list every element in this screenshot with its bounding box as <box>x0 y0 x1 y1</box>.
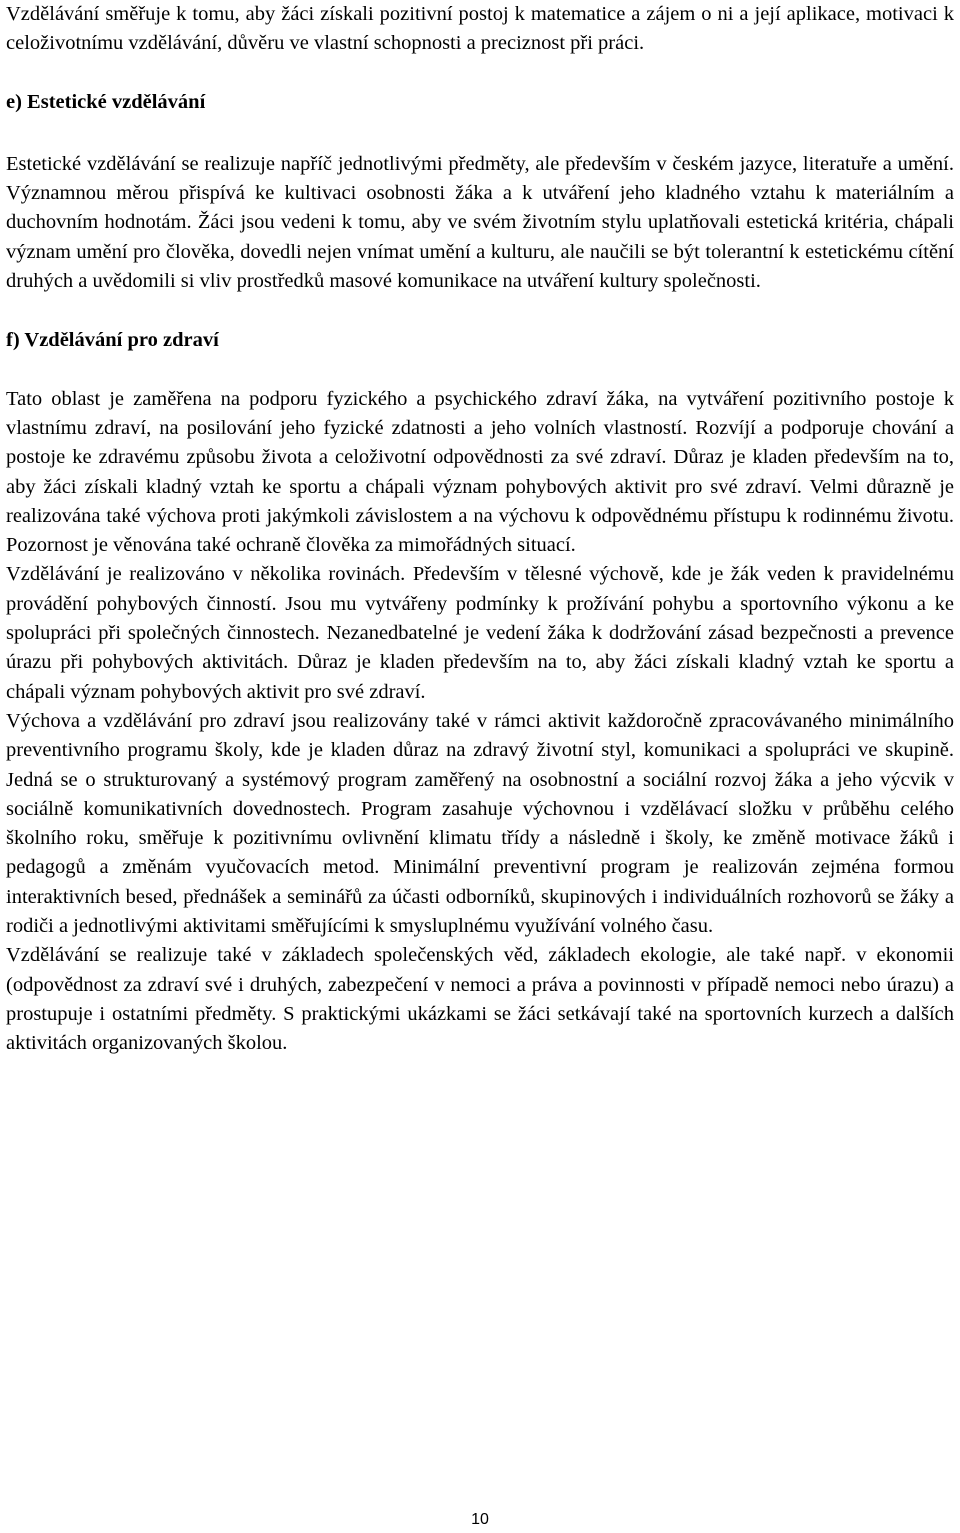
intro-paragraph: Vzdělávání směřuje k tomu, aby žáci získali pozitivní postoj k matematice a zájem o ni a její aplikace, motivaci k celoživotnímu vzdělávání, důvěru ve vlastní schopnosti a preciznost při práci. <box>6 3 954 55</box>
document-page <box>6 0 954 1059</box>
page-number: 10 <box>471 1511 489 1528</box>
spacer <box>6 59 954 88</box>
section-f-paragraph-3: Výchova a vzdělávání pro zdraví jsou realizovány také v rámci aktivit každoročně zpracovávaného minimálního preventivního programu školy, kde je kladen důraz na zdravý životní styl, komunikaci a spolupráci ve skupině. Jedná se o strukturovaný a systémový program zaměřený na osobnostní a sociální rozvoj žáka a jeho výcvik v sociálně komunikativních dovednostech. Program zasahuje výchovnou i vzdělávací složku v průběhu celého školního roku, směřuje k pozitivnímu ovlivnění klimatu třídy a následně i školy, ke změně motivace žáků i pedagogů a změnám vyučovacích metod. Minimální preventivní program je realizován zejména formou interaktivních besed, přednášek a seminářů za účasti odborníků, skupinových i individuálních rozhovorů se žáky a rodiči a jednotlivými aktivitami směřujícími k smysluplnému využívání volného času. <box>6 709 954 938</box>
spacer <box>6 296 954 326</box>
spacer <box>6 356 954 385</box>
section-f-paragraph-1: Tato oblast je zaměřena na podporu fyzického a psychického zdraví žáka, na vytváření pozitivního postoje k vlastnímu zdraví, na posilování jeho fyzické zdatnosti a jeho volních vlastností. Rozvíjí a podporuje chování a postoje ke zdravému způsobu života a celoživotní odpovědnosti za své zdraví. Důraz je kladen především na to, aby žáci získali kladný vztah ke sportu a chápali význam pohybových aktivit pro své zdraví. Velmi důrazně je realizována také výchova proti jakýmkoli závislostem a na výchovu k odpovědnému přístupu k rodinnému životu. Pozornost je věnována také ochraně člověka za mimořádných situací. <box>6 387 954 557</box>
section-e-heading: e) Estetické vzdělávání <box>6 90 206 113</box>
section-f-heading: f) Vzdělávání pro zdraví <box>6 329 219 352</box>
section-f-paragraph-4: Vzdělávání se realizuje také v základech společenských věd, základech ekologie, ale také např. v ekonomii (odpovědnost za zdraví své i druhých, zabezpečení v nemoci a práva a povinnosti v případě nemoci nebo úrazu) a prostupuje i ostatními předměty. S praktickými ukázkami se žáci setkávají také na sportovních kurzech a dalších aktivitách organizovaných školou. <box>6 944 954 1055</box>
spacer <box>6 117 954 150</box>
section-f-paragraph-2: Vzdělávání je realizováno v několika rovinách. Především v tělesné výchově, kde je žák veden k pravidelnému provádění pohybových činností. Jsou mu vytvářeny podmínky k prožívání pohybu a sportovního výkonu a ke spolupráci při společných činnostech. Nezanedbatelné je vedení žáka k dodržování zásad bezpečnosti a prevence úrazu při pohybových aktivitách. Důraz je kladen především na to, aby žáci získali kladný vztah ke sportu a chápali význam pohybových aktivit pro své zdraví. <box>6 563 954 703</box>
section-e-paragraph: Estetické vzdělávání se realizuje napříč jednotlivými předměty, ale především v českém jazyce, literatuře a umění. Významnou měrou přispívá ke kultivaci osobnosti žáka a k utváření jeho kladného vztahu k materiálním a duchovním hodnotám. Žáci jsou vedeni k tomu, aby ve svém životním stylu uplatňovali estetická kritéria, chápali význam umění pro člověka, dovedli nejen vnímat umění a kulturu, ale naučili se být tolerantní k estetickému cítění druhých a uvědomili si vliv prostředků masové komunikace na utváření kultury společnosti. <box>6 152 954 293</box>
